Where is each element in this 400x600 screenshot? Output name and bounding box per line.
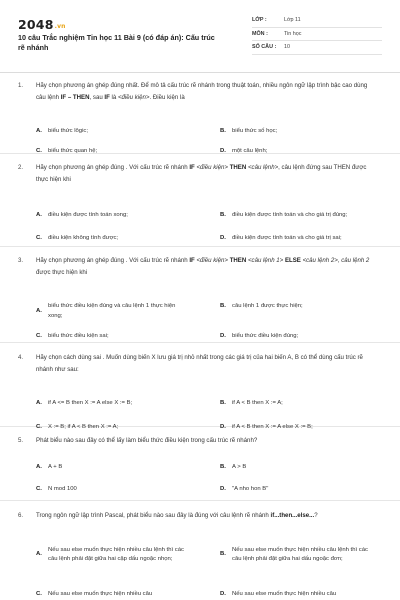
answer-option-a[interactable] [36, 302, 186, 321]
option-letter: D. [220, 590, 226, 597]
answer-option-d[interactable] [220, 423, 370, 433]
option-letter: C. [36, 590, 42, 597]
question-divider [0, 246, 400, 247]
logo-text: 2048 [18, 17, 54, 32]
meta-key: LỚP : [252, 17, 267, 24]
logo-suffix: .vn [54, 23, 66, 30]
question-4 [18, 352, 384, 430]
question-text: Hãy chọn phương án ghép đúng . Với cấu trúc rẽ nhánh IF <điều kiện> THEN <câu lệnh 1> ELSE <câu lệnh 2>, câu lệnh 2 được thực hiện khi [36, 257, 370, 276]
option-letter: D. [220, 424, 226, 430]
answer-option-c[interactable] [36, 423, 186, 433]
option-letter: B. [220, 128, 226, 134]
option-text: điều kiện được tính toán và cho giá trị đúng; [232, 212, 348, 218]
option-text: điều kiện không tính được; [48, 235, 119, 241]
option-text: Nếu sau else muốn thực hiện nhiều câu [48, 590, 153, 597]
option-letter: A. [36, 212, 42, 218]
option-letter: C. [36, 485, 42, 492]
answer-option-d[interactable] [220, 234, 370, 244]
answer-option-b[interactable] [220, 211, 370, 221]
option-text: biểu thức lôgic; [48, 128, 88, 134]
question-number: 2. [18, 164, 24, 171]
option-text: Nếu sau else muốn thực hiện nhiều câu lệnh thì các câu lệnh phải đặt giữa hai dấu ngoặc đơn; [232, 546, 368, 562]
answer-option-b[interactable] [220, 127, 370, 137]
answer-option-d[interactable] [220, 332, 370, 342]
option-text: "A nho hon B" [232, 485, 269, 492]
meta-row-subject [252, 28, 382, 42]
question-5 [18, 435, 384, 492]
question-number: 1. [18, 82, 24, 89]
answer-option-b[interactable] [220, 302, 370, 312]
option-text: câu lệnh 1 được thực hiện; [232, 303, 303, 309]
question-2 [18, 162, 384, 241]
option-letter: B. [220, 463, 226, 470]
option-letter: B. [220, 303, 226, 309]
option-letter: D. [220, 333, 226, 339]
question-6 [18, 510, 384, 597]
option-text: điều kiện được tính toán xong; [48, 212, 128, 218]
option-text: X := B; if A < B then X := A; [48, 424, 119, 430]
option-letter: B. [220, 212, 226, 218]
option-text: Nếu sau else muốn thực hiện nhiều câu [232, 590, 337, 597]
option-text: Nếu sau else muốn thực hiện nhiều câu lệnh thì các câu lệnh phải đặt giữa hai cặp dấu ngoặc nhọn; [48, 546, 184, 562]
option-text: if A <= B then X := A else X := B; [48, 400, 133, 406]
option-letter: C. [36, 148, 42, 154]
question-divider [0, 500, 400, 501]
option-letter: B. [220, 551, 226, 558]
option-text: biểu thức điều kiện đúng; [232, 333, 299, 339]
meta-row-class [252, 14, 382, 28]
option-text: N mod 100 [48, 485, 77, 492]
option-letter: C. [36, 424, 42, 430]
question-number: 5. [18, 437, 24, 444]
answer-option-c[interactable] [36, 590, 186, 600]
option-text: biểu thức điều kiện sai; [48, 333, 109, 339]
option-letter: A. [36, 128, 42, 134]
answer-option-b[interactable] [220, 546, 370, 565]
option-text: biểu thức điều kiện đúng và câu lệnh 1 thực hiện xong; [48, 303, 176, 319]
page-title: 10 câu Trắc nghiệm Tin học 11 Bài 9 (có đáp án): Cấu trúc rẽ nhánh [18, 33, 215, 52]
option-text: A > B [232, 463, 247, 470]
question-text: Hãy chọn phương án ghép đúng nhất. Để mô tả cấu trúc rẽ nhánh trong thuật toán, nhiều ngôn ngữ lập trình bậc cao dùng câu lệnh IF – THEN, sau IF là <điều kiện>. Điều kiện là [36, 82, 368, 101]
option-text: một câu lệnh; [232, 148, 268, 154]
option-letter: D. [220, 148, 226, 154]
answer-option-a[interactable] [36, 211, 186, 221]
answer-option-c[interactable] [36, 485, 186, 495]
meta-key: SỐ CÂU : [252, 44, 277, 51]
site-logo[interactable] [18, 17, 66, 32]
option-letter: A. [36, 463, 42, 470]
header-divider [0, 72, 400, 73]
option-text: biểu thức số học; [232, 128, 278, 134]
question-1 [18, 80, 384, 154]
answer-option-b[interactable] [220, 399, 370, 409]
question-text: Trong ngôn ngữ lập trình Pascal, phát biểu nào sau đây là đúng với câu lệnh rẽ nhánh if...then...else...? [36, 512, 318, 519]
option-letter: B. [220, 400, 226, 406]
answer-option-a[interactable] [36, 399, 186, 409]
option-letter: D. [220, 235, 226, 241]
question-text: Hãy chọn phương án ghép đúng . Với cấu trúc rẽ nhánh IF <điều kiện> THEN <câu lệnh>, câu lệnh đứng sau THEN được thực hiện khi [36, 164, 367, 183]
question-divider [0, 342, 400, 343]
question-number: 4. [18, 354, 24, 361]
meta-key: MÔN : [252, 30, 268, 37]
answer-option-d[interactable] [220, 590, 370, 600]
question-number: 6. [18, 512, 24, 519]
question-3 [18, 255, 384, 339]
answer-option-c[interactable] [36, 234, 186, 244]
option-letter: C. [36, 235, 42, 241]
option-text: A + B [48, 463, 63, 470]
answer-option-b[interactable] [220, 463, 370, 473]
meta-value: Tin học [284, 30, 302, 37]
option-text: if A < B then X := A; [232, 400, 283, 406]
question-text: Hãy chọn cách dùng sai . Muốn dùng biến X lưu giá trị nhỏ nhất trong các giá trị của hai biến A, B có thể dùng cấu trúc rẽ nhánh như sau: [36, 354, 363, 373]
option-letter: A. [36, 400, 42, 406]
meta-table [252, 14, 382, 55]
meta-value: Lớp 11 [284, 17, 301, 24]
meta-value: 10 [284, 44, 290, 51]
option-letter: A. [36, 551, 42, 558]
question-number: 3. [18, 257, 24, 264]
option-letter: D. [220, 485, 226, 492]
page-header [0, 0, 400, 66]
question-text: Phát biểu nào sau đây có thể lấy làm biểu thức điều kiện trong cấu trúc rẽ nhánh? [36, 437, 258, 444]
answer-option-d[interactable] [220, 147, 370, 157]
answer-option-d[interactable] [220, 485, 370, 495]
option-text: điều kiện được tính toán và cho giá trị sai; [232, 235, 342, 241]
option-letter: A. [36, 307, 42, 314]
answer-option-a[interactable] [36, 546, 186, 565]
meta-row-count [252, 41, 382, 55]
answer-option-a[interactable] [36, 127, 186, 137]
option-text: biểu thức quan hệ; [48, 148, 98, 154]
option-text: if A < B then X := A else X := B; [232, 424, 313, 430]
answer-option-c[interactable] [36, 147, 186, 157]
answer-option-c[interactable] [36, 332, 186, 342]
answer-option-a[interactable] [36, 463, 186, 473]
option-letter: C. [36, 333, 42, 339]
